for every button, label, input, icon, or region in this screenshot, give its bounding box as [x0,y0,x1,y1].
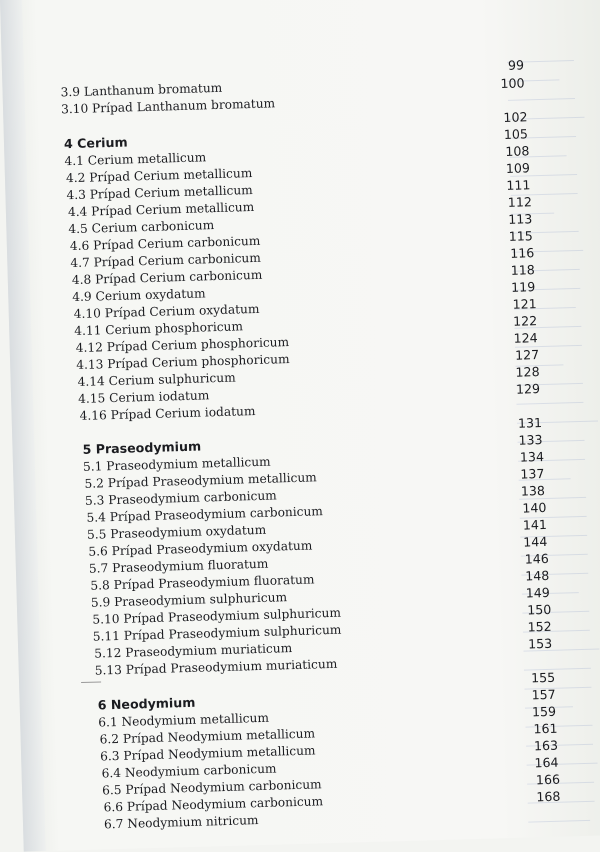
toc-entry: 4.8 Prípad Cerium carbonicum [71,267,263,288]
page-number: 153 [527,635,553,652]
toc-entry: 5.5 Praseodymium oxydatum [86,522,267,542]
toc-entry: 6.3 Prípad Neodymium metallicum [99,743,316,764]
toc-entry: 3.10 Prípad Lanthanum bromatum [60,96,276,117]
page-number: 112 [507,194,533,210]
toc-entry: 6.7 Neodymium nitricum [103,813,259,832]
toc-entry: 5.7 Praseodymium fluoratum [88,556,269,576]
toc-entry: 6.6 Prípad Neodymium carbonicum [103,794,324,815]
page-number: 146 [524,550,550,567]
toc-entry: 5.6 Prípad Praseodymium oxydatum [88,538,313,559]
toc-entry: 5.8 Prípad Praseodymium fluoratum [90,572,315,593]
toc-entry: 4.16 Prípad Cerium iodatum [79,404,256,423]
toc-entry: 4.12 Prípad Cerium phosphoricum [75,335,290,356]
toc-entry: 4.3 Prípad Cerium metallicum [66,183,253,203]
toc-entry: 5.1 Praseodymium metallicum [82,454,271,474]
page-number: 100 [500,75,525,92]
toc-entry: 5.12 Praseodymium muriaticum [94,641,293,661]
page-number: 140 [522,499,547,516]
page-number: 138 [520,482,546,499]
page-number: 115 [508,228,533,244]
page-number: 137 [520,465,545,482]
toc-entry: 4.11 Cerium phosphoricum [74,319,244,339]
page-number: 109 [505,160,531,176]
toc-entry: 6.4 Neodymium carbonicum [101,761,277,781]
toc-entry: 4.1 Cerium metallicum [64,150,207,169]
page-number: 166 [535,771,561,788]
toc-entry: 5.3 Praseodymium carbonicum [84,488,277,508]
page-number: 131 [517,415,543,431]
toc-entry: 4.14 Cerium sulphuricum [77,370,236,389]
page-number: 141 [522,516,548,533]
page-number: 144 [523,533,548,550]
toc-entry: 4.6 Prípad Cerium carbonicum [69,233,261,254]
page-number: 150 [526,601,552,618]
toc-entry: 5.4 Prípad Praseodymium carbonicum [86,504,324,525]
toc-entry: 4.10 Prípad Cerium oxydatum [73,301,260,322]
page-number: 113 [508,211,533,227]
page-number: 155 [530,669,556,686]
page-number: 102 [503,109,528,125]
page-number: 129 [515,381,541,397]
page-number: 128 [515,364,540,380]
toc-entry: 3.9 Lanthanum bromatum [60,80,223,100]
toc-entry: 5.9 Praseodymium sulphuricum [90,590,288,610]
page-number: 157 [531,686,556,703]
page-number: 121 [512,296,537,312]
page-number: 163 [533,737,559,754]
page-number: 99 [507,57,525,73]
chapter-heading: 5 Praseodymium [82,438,202,457]
toc-entry: 6.2 Prípad Neodymium metallicum [99,726,316,747]
toc-entry: 4.7 Prípad Cerium carbonicum [70,250,262,271]
page-number: 111 [506,177,531,193]
page-number: 105 [503,126,529,142]
page-number: 164 [534,754,559,771]
page-number: 133 [518,432,543,448]
toc-entry: 4.15 Cerium iodatum [77,388,210,406]
toc-entry: 5.10 Prípad Praseodymium sulphuricum [92,605,342,627]
page-number: 122 [512,313,538,329]
page-number: 152 [527,618,552,635]
toc-entry: 4.9 Cerium oxydatum [72,286,206,305]
toc-entry: 4.4 Prípad Cerium metallicum [67,199,255,220]
page-number: 108 [505,143,530,159]
page-number: 127 [514,347,540,363]
page-number: 168 [536,788,561,805]
page-number: 134 [519,448,545,465]
page-number: 149 [525,584,550,601]
page-number: 119 [510,279,536,295]
page-number: 118 [510,262,535,278]
page-number: 161 [533,720,558,737]
page-number: 148 [525,567,550,584]
page-number: 159 [531,703,557,720]
toc-entry: 5.13 Prípad Praseodymium muriaticum [94,656,338,678]
toc-entry: 5.2 Prípad Praseodymium metallicum [84,470,317,491]
chapter-heading: 6 Neodymium [97,694,196,713]
page-number: 124 [513,330,538,346]
toc-entry: 4.13 Prípad Cerium phosphoricum [76,352,290,373]
toc-entry: 6.5 Prípad Neodymium carbonicum [101,777,322,798]
toc-entry: 4.2 Prípad Cerium metallicum [65,166,253,186]
chapter-heading: 4 Cerium [63,134,128,152]
toc-entry: 5.11 Prípad Praseodymium sulphuricum [92,622,342,644]
toc-entry: 6.1 Neodymium metallicum [98,710,270,730]
page-number: 116 [510,245,535,261]
toc-entry: 4.5 Cerium carbonicum [68,218,215,237]
